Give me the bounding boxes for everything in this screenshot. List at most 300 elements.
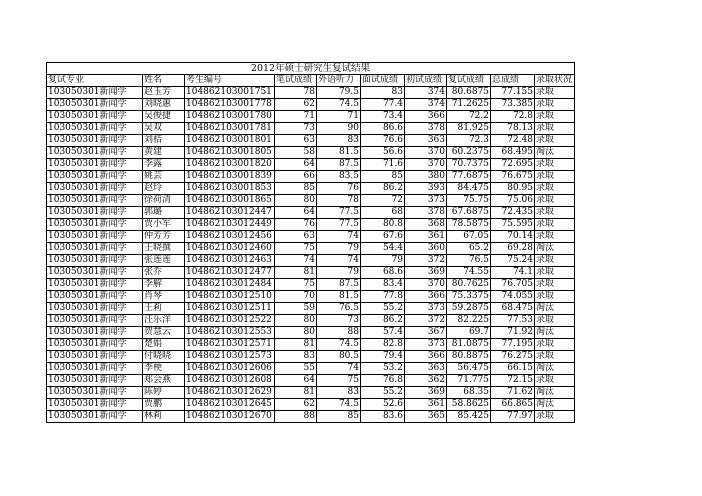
cell-candidate-id: 104862103012484 <box>185 279 275 291</box>
table-row <box>47 123 575 135</box>
cell-listening-score: 71 <box>317 111 361 123</box>
header-prelim-score: 初试成绩 <box>405 75 447 87</box>
cell-name: 刘晓蕙 <box>143 99 185 111</box>
cell-interview-score: 71.6 <box>361 159 405 171</box>
cell-listening-score: 73 <box>317 315 361 327</box>
cell-total-score: 76.705 <box>491 279 535 291</box>
cell-admission-status: 录取 <box>535 219 575 231</box>
cell-listening-score: 88 <box>317 327 361 339</box>
table-row <box>47 387 575 399</box>
cell-admission-status: 录取 <box>535 195 575 207</box>
cell-candidate-id: 104862103012510 <box>185 291 275 303</box>
cell-listening-score: 77.5 <box>317 207 361 219</box>
cell-major: 103050301新闻学 <box>47 255 143 267</box>
cell-admission-status: 录取 <box>535 411 575 423</box>
cell-name: 张乔 <box>143 267 185 279</box>
cell-total-score: 78.13 <box>491 123 535 135</box>
cell-admission-status: 录取 <box>535 207 575 219</box>
header-row <box>47 75 575 87</box>
cell-retest-score: 76.5 <box>447 255 491 267</box>
cell-interview-score: 77.4 <box>361 99 405 111</box>
cell-name: 王莉 <box>143 303 185 315</box>
cell-written-score: 64 <box>275 375 317 387</box>
cell-name: 肖琴 <box>143 291 185 303</box>
table-row <box>47 135 575 147</box>
cell-listening-score: 83 <box>317 135 361 147</box>
cell-written-score: 71 <box>275 111 317 123</box>
cell-retest-score: 56.475 <box>447 363 491 375</box>
cell-candidate-id: 104862103001820 <box>185 159 275 171</box>
cell-listening-score: 74 <box>317 363 361 375</box>
cell-admission-status: 录取 <box>535 183 575 195</box>
cell-interview-score: 55.2 <box>361 387 405 399</box>
cell-admission-status: 淘汰 <box>535 387 575 399</box>
table-row <box>47 279 575 291</box>
cell-major: 103050301新闻学 <box>47 147 143 159</box>
cell-name: 刘桔 <box>143 135 185 147</box>
cell-prelim-score: 372 <box>405 315 447 327</box>
cell-total-score: 74.1 <box>491 267 535 279</box>
cell-retest-score: 70.7375 <box>447 159 491 171</box>
cell-admission-status: 录取 <box>535 339 575 351</box>
cell-total-score: 72.48 <box>491 135 535 147</box>
cell-name: 姚芸 <box>143 171 185 183</box>
table-row <box>47 303 575 315</box>
cell-interview-score: 77.8 <box>361 291 405 303</box>
cell-prelim-score: 370 <box>405 147 447 159</box>
cell-major: 103050301新闻学 <box>47 207 143 219</box>
cell-candidate-id: 104862103012606 <box>185 363 275 375</box>
cell-prelim-score: 362 <box>405 375 447 387</box>
cell-prelim-score: 366 <box>405 291 447 303</box>
cell-candidate-id: 104862103012608 <box>185 375 275 387</box>
cell-retest-score: 75.3375 <box>447 291 491 303</box>
cell-retest-score: 80.6875 <box>447 87 491 99</box>
cell-listening-score: 74 <box>317 231 361 243</box>
cell-major: 103050301新闻学 <box>47 99 143 111</box>
cell-written-score: 80 <box>275 315 317 327</box>
cell-written-score: 64 <box>275 159 317 171</box>
cell-total-score: 72.695 <box>491 159 535 171</box>
cell-interview-score: 67.6 <box>361 231 405 243</box>
cell-candidate-id: 104862103012553 <box>185 327 275 339</box>
table-row <box>47 159 575 171</box>
cell-candidate-id: 104862103012449 <box>185 219 275 231</box>
table-row <box>47 411 575 423</box>
cell-name: 赵玉芳 <box>143 87 185 99</box>
cell-candidate-id: 104862103012447 <box>185 207 275 219</box>
cell-listening-score: 83.5 <box>317 171 361 183</box>
cell-retest-score: 72.3 <box>447 135 491 147</box>
cell-retest-score: 69.7 <box>447 327 491 339</box>
cell-prelim-score: 365 <box>405 411 447 423</box>
cell-listening-score: 80.5 <box>317 351 361 363</box>
cell-interview-score: 83.6 <box>361 411 405 423</box>
cell-major: 103050301新闻学 <box>47 387 143 399</box>
cell-interview-score: 72 <box>361 195 405 207</box>
cell-total-score: 77.155 <box>491 87 535 99</box>
cell-major: 103050301新闻学 <box>47 327 143 339</box>
table-row <box>47 87 575 99</box>
cell-name: 王晓撰 <box>143 243 185 255</box>
cell-prelim-score: 363 <box>405 363 447 375</box>
cell-retest-score: 59.2875 <box>447 303 491 315</box>
cell-admission-status: 录取 <box>535 375 575 387</box>
cell-total-score: 80.95 <box>491 183 535 195</box>
cell-major: 103050301新闻学 <box>47 339 143 351</box>
cell-written-score: 58 <box>275 147 317 159</box>
cell-candidate-id: 104862103012573 <box>185 351 275 363</box>
cell-name: 徐荷清 <box>143 195 185 207</box>
cell-prelim-score: 373 <box>405 195 447 207</box>
cell-major: 103050301新闻学 <box>47 183 143 195</box>
cell-major: 103050301新闻学 <box>47 87 143 99</box>
cell-written-score: 83 <box>275 351 317 363</box>
cell-written-score: 59 <box>275 303 317 315</box>
cell-listening-score: 79 <box>317 243 361 255</box>
cell-interview-score: 52.6 <box>361 399 405 411</box>
cell-major: 103050301新闻学 <box>47 195 143 207</box>
cell-total-score: 72.435 <box>491 207 535 219</box>
cell-major: 103050301新闻学 <box>47 231 143 243</box>
cell-listening-score: 75 <box>317 375 361 387</box>
cell-total-score: 68.495 <box>491 147 535 159</box>
cell-retest-score: 75.75 <box>447 195 491 207</box>
cell-listening-score: 77.5 <box>317 219 361 231</box>
cell-retest-score: 85.425 <box>447 411 491 423</box>
cell-listening-score: 87.5 <box>317 159 361 171</box>
cell-total-score: 69.28 <box>491 243 535 255</box>
cell-listening-score: 81.5 <box>317 147 361 159</box>
cell-total-score: 72.15 <box>491 375 535 387</box>
cell-written-score: 81 <box>275 267 317 279</box>
cell-admission-status: 录取 <box>535 99 575 111</box>
cell-admission-status: 录取 <box>535 135 575 147</box>
cell-major: 103050301新闻学 <box>47 267 143 279</box>
cell-candidate-id: 104862103012645 <box>185 399 275 411</box>
cell-major: 103050301新闻学 <box>47 315 143 327</box>
cell-total-score: 73.385 <box>491 99 535 111</box>
cell-name: 吴双 <box>143 123 185 135</box>
cell-candidate-id: 104862103001805 <box>185 147 275 159</box>
cell-name: 李露 <box>143 159 185 171</box>
table-row <box>47 147 575 159</box>
cell-written-score: 63 <box>275 135 317 147</box>
cell-listening-score: 79 <box>317 267 361 279</box>
cell-interview-score: 56.6 <box>361 147 405 159</box>
cell-prelim-score: 370 <box>405 159 447 171</box>
cell-prelim-score: 378 <box>405 207 447 219</box>
table-row <box>47 255 575 267</box>
cell-retest-score: 80.7625 <box>447 279 491 291</box>
cell-prelim-score: 369 <box>405 267 447 279</box>
cell-major: 103050301新闻学 <box>47 303 143 315</box>
cell-retest-score: 82.225 <box>447 315 491 327</box>
cell-retest-score: 65.2 <box>447 243 491 255</box>
cell-candidate-id: 104862103001839 <box>185 171 275 183</box>
cell-prelim-score: 366 <box>405 351 447 363</box>
cell-admission-status: 录取 <box>535 351 575 363</box>
cell-candidate-id: 104862103012629 <box>185 387 275 399</box>
cell-interview-score: 53.2 <box>361 363 405 375</box>
cell-admission-status: 录取 <box>535 231 575 243</box>
cell-admission-status: 录取 <box>535 159 575 171</box>
cell-major: 103050301新闻学 <box>47 159 143 171</box>
cell-admission-status: 录取 <box>535 267 575 279</box>
header-interview-score: 面试成绩 <box>361 75 405 87</box>
cell-major: 103050301新闻学 <box>47 279 143 291</box>
cell-major: 103050301新闻学 <box>47 399 143 411</box>
cell-major: 103050301新闻学 <box>47 219 143 231</box>
cell-written-score: 75 <box>275 279 317 291</box>
table-row <box>47 207 575 219</box>
cell-total-score: 77.97 <box>491 411 535 423</box>
cell-name: 楚娟 <box>143 339 185 351</box>
cell-name: 贺慧云 <box>143 327 185 339</box>
cell-written-score: 63 <box>275 231 317 243</box>
cell-listening-score: 87.5 <box>317 279 361 291</box>
cell-interview-score: 83.4 <box>361 279 405 291</box>
table-title: 2012年硕士研究生复试结果 <box>47 63 575 75</box>
header-total-score: 总成绩 <box>491 75 535 87</box>
cell-name: 贾鹏 <box>143 399 185 411</box>
cell-name: 赵玲 <box>143 183 185 195</box>
table-row <box>47 195 575 207</box>
cell-interview-score: 80.8 <box>361 219 405 231</box>
cell-name: 仲芳芳 <box>143 231 185 243</box>
table-row <box>47 219 575 231</box>
cell-name: 贾小军 <box>143 219 185 231</box>
cell-candidate-id: 104862103012522 <box>185 315 275 327</box>
cell-candidate-id: 104862103012456 <box>185 231 275 243</box>
header-admission-status: 录取状况 <box>535 75 575 87</box>
cell-admission-status: 录取 <box>535 279 575 291</box>
cell-candidate-id: 104862103012460 <box>185 243 275 255</box>
cell-retest-score: 78.5875 <box>447 219 491 231</box>
cell-interview-score: 86.2 <box>361 315 405 327</box>
cell-major: 103050301新闻学 <box>47 123 143 135</box>
cell-total-score: 72.8 <box>491 111 535 123</box>
cell-name: 付晓晓 <box>143 351 185 363</box>
cell-retest-score: 71.775 <box>447 375 491 387</box>
cell-major: 103050301新闻学 <box>47 375 143 387</box>
cell-interview-score: 85 <box>361 171 405 183</box>
cell-retest-score: 84.475 <box>447 183 491 195</box>
cell-major: 103050301新闻学 <box>47 351 143 363</box>
cell-listening-score: 85 <box>317 411 361 423</box>
cell-written-score: 64 <box>275 207 317 219</box>
cell-interview-score: 86.6 <box>361 123 405 135</box>
table-row <box>47 291 575 303</box>
table-row <box>47 171 575 183</box>
cell-interview-score: 54.4 <box>361 243 405 255</box>
cell-interview-score: 86.2 <box>361 183 405 195</box>
cell-prelim-score: 360 <box>405 243 447 255</box>
table-row <box>47 351 575 363</box>
cell-prelim-score: 366 <box>405 111 447 123</box>
cell-admission-status: 录取 <box>535 87 575 99</box>
cell-interview-score: 68 <box>361 207 405 219</box>
header-listening-score: 外语听力 <box>317 75 361 87</box>
cell-major: 103050301新闻学 <box>47 243 143 255</box>
cell-listening-score: 74.5 <box>317 339 361 351</box>
cell-written-score: 80 <box>275 195 317 207</box>
cell-admission-status: 录取 <box>535 291 575 303</box>
cell-retest-score: 60.2375 <box>447 147 491 159</box>
cell-written-score: 75 <box>275 243 317 255</box>
cell-written-score: 73 <box>275 123 317 135</box>
table-row <box>47 363 575 375</box>
cell-total-score: 71.62 <box>491 387 535 399</box>
cell-candidate-id: 104862103001778 <box>185 99 275 111</box>
cell-written-score: 62 <box>275 399 317 411</box>
cell-candidate-id: 104862103012511 <box>185 303 275 315</box>
cell-candidate-id: 104862103012463 <box>185 255 275 267</box>
cell-listening-score: 76.5 <box>317 303 361 315</box>
cell-interview-score: 83 <box>361 87 405 99</box>
cell-prelim-score: 361 <box>405 399 447 411</box>
cell-name: 张莲莲 <box>143 255 185 267</box>
cell-retest-score: 77.6875 <box>447 171 491 183</box>
header-candidate-id: 考生编号 <box>185 75 275 87</box>
cell-major: 103050301新闻学 <box>47 135 143 147</box>
table-row <box>47 375 575 387</box>
cell-retest-score: 81.925 <box>447 123 491 135</box>
cell-name: 吴俊捷 <box>143 111 185 123</box>
cell-admission-status: 录取 <box>535 315 575 327</box>
cell-admission-status: 录取 <box>535 111 575 123</box>
cell-interview-score: 79.4 <box>361 351 405 363</box>
cell-major: 103050301新闻学 <box>47 291 143 303</box>
cell-written-score: 62 <box>275 99 317 111</box>
cell-admission-status: 录取 <box>535 171 575 183</box>
cell-written-score: 88 <box>275 411 317 423</box>
cell-written-score: 74 <box>275 255 317 267</box>
cell-retest-score: 67.6875 <box>447 207 491 219</box>
cell-total-score: 75.24 <box>491 255 535 267</box>
cell-major: 103050301新闻学 <box>47 411 143 423</box>
table-row <box>47 243 575 255</box>
table-row <box>47 399 575 411</box>
cell-interview-score: 82.8 <box>361 339 405 351</box>
cell-written-score: 80 <box>275 327 317 339</box>
cell-candidate-id: 104862103001781 <box>185 123 275 135</box>
cell-prelim-score: 370 <box>405 279 447 291</box>
cell-total-score: 74.055 <box>491 291 535 303</box>
cell-prelim-score: 372 <box>405 255 447 267</box>
cell-major: 103050301新闻学 <box>47 171 143 183</box>
cell-prelim-score: 374 <box>405 99 447 111</box>
cell-total-score: 76.675 <box>491 171 535 183</box>
cell-interview-score: 76.6 <box>361 135 405 147</box>
cell-total-score: 70.14 <box>491 231 535 243</box>
cell-written-score: 81 <box>275 387 317 399</box>
cell-prelim-score: 373 <box>405 303 447 315</box>
cell-listening-score: 90 <box>317 123 361 135</box>
header-major: 复试专业 <box>47 75 143 87</box>
cell-interview-score: 79 <box>361 255 405 267</box>
cell-candidate-id: 104862103001853 <box>185 183 275 195</box>
cell-total-score: 77.195 <box>491 339 535 351</box>
cell-prelim-score: 367 <box>405 327 447 339</box>
cell-interview-score: 55.2 <box>361 303 405 315</box>
cell-prelim-score: 374 <box>405 87 447 99</box>
cell-candidate-id: 104862103001801 <box>185 135 275 147</box>
cell-listening-score: 74.5 <box>317 99 361 111</box>
cell-admission-status: 淘汰 <box>535 363 575 375</box>
cell-total-score: 77.53 <box>491 315 535 327</box>
cell-admission-status: 淘汰 <box>535 327 575 339</box>
cell-listening-score: 78 <box>317 195 361 207</box>
header-name: 姓名 <box>143 75 185 87</box>
cell-prelim-score: 368 <box>405 219 447 231</box>
cell-listening-score: 74.5 <box>317 399 361 411</box>
cell-total-score: 66.15 <box>491 363 535 375</box>
cell-name: 黄建 <box>143 147 185 159</box>
table-row <box>47 111 575 123</box>
cell-retest-score: 81.0875 <box>447 339 491 351</box>
cell-interview-score: 76.8 <box>361 375 405 387</box>
cell-written-score: 81 <box>275 339 317 351</box>
cell-retest-score: 74.55 <box>447 267 491 279</box>
cell-retest-score: 80.8875 <box>447 351 491 363</box>
cell-admission-status: 淘汰 <box>535 303 575 315</box>
cell-admission-status: 淘汰 <box>535 147 575 159</box>
cell-candidate-id: 104862103001865 <box>185 195 275 207</box>
cell-total-score: 76.275 <box>491 351 535 363</box>
cell-retest-score: 72.2 <box>447 111 491 123</box>
cell-prelim-score: 369 <box>405 387 447 399</box>
cell-written-score: 70 <box>275 291 317 303</box>
cell-total-score: 71.92 <box>491 327 535 339</box>
cell-interview-score: 68.6 <box>361 267 405 279</box>
cell-prelim-score: 393 <box>405 183 447 195</box>
cell-listening-score: 79.5 <box>317 87 361 99</box>
table-row <box>47 267 575 279</box>
table-row <box>47 339 575 351</box>
cell-admission-status: 淘汰 <box>535 243 575 255</box>
cell-retest-score: 58.8625 <box>447 399 491 411</box>
table-row <box>47 99 575 111</box>
cell-name: 郑会燕 <box>143 375 185 387</box>
table-row <box>47 315 575 327</box>
cell-name: 陈婷 <box>143 387 185 399</box>
cell-prelim-score: 380 <box>405 171 447 183</box>
cell-name: 李梗 <box>143 363 185 375</box>
cell-candidate-id: 104862103012670 <box>185 411 275 423</box>
table-row <box>47 231 575 243</box>
cell-admission-status: 录取 <box>535 255 575 267</box>
cell-candidate-id: 104862103001780 <box>185 111 275 123</box>
cell-interview-score: 73.4 <box>361 111 405 123</box>
header-written-score: 笔试成绩 <box>275 75 317 87</box>
cell-listening-score: 76 <box>317 183 361 195</box>
cell-interview-score: 57.4 <box>361 327 405 339</box>
cell-listening-score: 74 <box>317 255 361 267</box>
cell-candidate-id: 104862103012477 <box>185 267 275 279</box>
cell-retest-score: 67.05 <box>447 231 491 243</box>
table-row <box>47 327 575 339</box>
cell-written-score: 55 <box>275 363 317 375</box>
cell-admission-status: 录取 <box>535 123 575 135</box>
header-retest-score: 复试成绩 <box>447 75 491 87</box>
cell-prelim-score: 361 <box>405 231 447 243</box>
cell-listening-score: 81.5 <box>317 291 361 303</box>
cell-written-score: 76 <box>275 219 317 231</box>
cell-major: 103050301新闻学 <box>47 111 143 123</box>
cell-name: 汪乐洋 <box>143 315 185 327</box>
cell-retest-score: 68.35 <box>447 387 491 399</box>
